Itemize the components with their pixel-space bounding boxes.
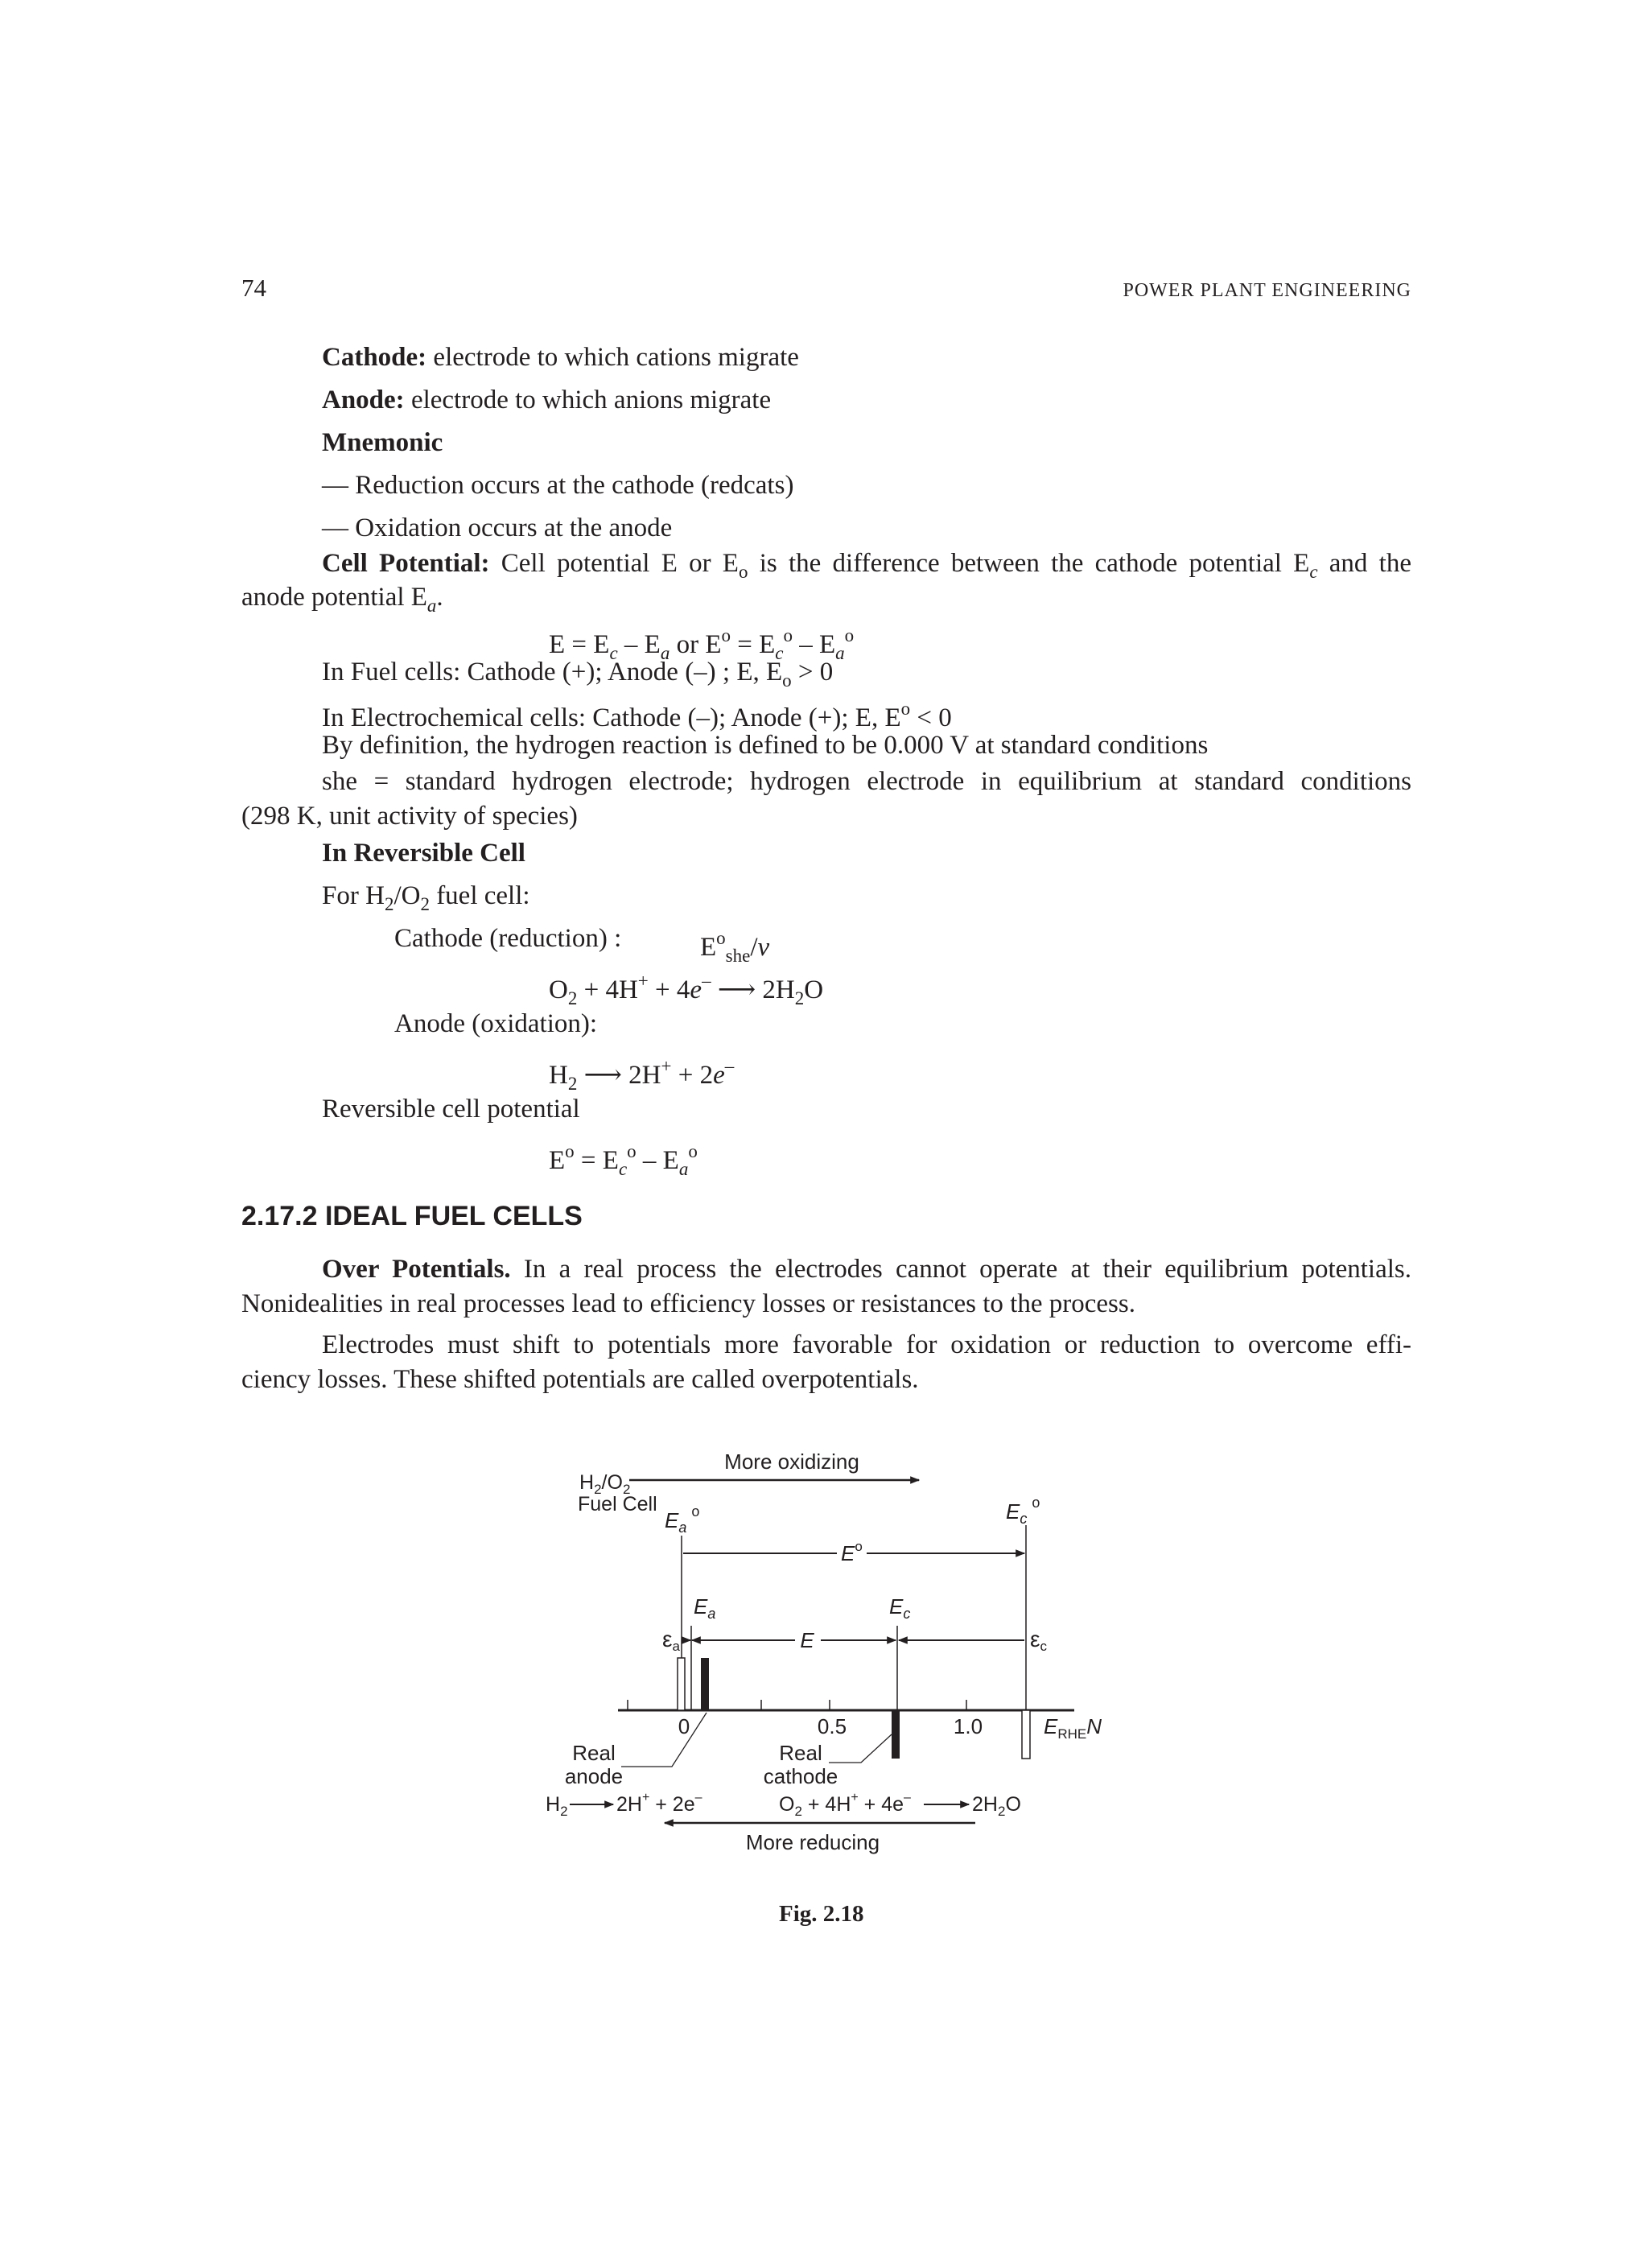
cathode-real-bar [892, 1710, 900, 1759]
anode-reaction: $H_2$ ⟶ 2H+ + 2e– [549, 1056, 735, 1094]
she-line2: (298 K, unit activity of species) [241, 802, 578, 831]
cathode-overpotential-bar [1022, 1710, 1030, 1759]
page-number: 74 [241, 274, 266, 302]
tick-label-0: 0 [678, 1714, 690, 1738]
ea0-label: $E_a^o$ [665, 1503, 700, 1536]
hydrogen-definition: By definition, the hydrogen reaction is defined to be 0.000 V at standard conditions [322, 731, 1209, 760]
electrodes-line1: Electrodes must shift to potentials more favorable for oxidation or reduction to overcome effi- [322, 1330, 1411, 1359]
cathode-potential: $E^o_{she}/v$ [700, 928, 770, 966]
anode-text: electrode to which anions migrate [404, 386, 772, 414]
cell-potential-line2: anode potential $E_a$. [241, 583, 443, 616]
figure-anode-reaction-products: 2H+ + 2e– [616, 1791, 702, 1816]
e-label: E [800, 1628, 814, 1652]
over-potentials-label: Over Potentials. [322, 1255, 511, 1284]
real-anode-label-line2: anode [564, 1764, 624, 1788]
e0-label: $E^o$ [841, 1539, 863, 1565]
mnemonic-reduction: — Reduction occurs at the cathode (redcats) [322, 471, 794, 500]
tick-label-1-0: 1.0 [953, 1714, 983, 1738]
real-cathode-leader [829, 1734, 892, 1763]
over-potentials-line2: Nonidealities in real processes lead to efficiency losses or resistances to the process. [241, 1289, 1135, 1318]
fuel-cell-intro: For $H_2/O_2$ fuel cell: [322, 881, 530, 914]
cathode-reaction: $O_2 + 4H^+ + 4e^-$ ⟶ $2H_2O$ [549, 971, 824, 1008]
figure-cathode-reaction-product: $2H_2O$ [972, 1793, 1021, 1819]
more-reducing-label: More reducing [745, 1830, 880, 1854]
cell-potential-equation: $E = E_c - E_a$ or $E^o = E_c^o - E_a^o$ [549, 625, 855, 663]
over-potentials-line1: Over Potentials. In a real process the electrodes cannot operate at their equilibrium potentials. [322, 1255, 1411, 1284]
real-anode-leader [621, 1713, 707, 1767]
tick-label-0-5: 0.5 [817, 1714, 847, 1738]
cathode-reduction-label: Cathode (reduction) : [394, 924, 622, 953]
anode-real-bar [701, 1658, 709, 1710]
ec-label: $E_c$ [889, 1594, 911, 1622]
mnemonic-heading: Mnemonic [322, 428, 443, 457]
cathode-text: electrode to which cations migrate [426, 343, 799, 372]
real-anode-label: Real [572, 1741, 616, 1765]
more-oxidizing-label: More oxidizing [724, 1449, 859, 1474]
she-line1: she = standard hydrogen electrode; hydrogen electrode in equilibrium at standard conditions [322, 767, 1411, 796]
figure-anode-reaction-h2: $H_2$ [546, 1793, 568, 1819]
real-cathode-label-line2: cathode [763, 1764, 838, 1788]
real-cathode-label: Real [779, 1741, 822, 1765]
electrodes-line2: ciency losses. These shifted potentials are called overpotentials. [241, 1365, 919, 1394]
figure-cathode-reaction-reactants: $O_2 + 4H^+ + 4e^-$ [779, 1791, 911, 1819]
reversible-potential-label: Reversible cell potential [322, 1095, 580, 1124]
eps-c-label: εc [1030, 1627, 1047, 1654]
ea-label: $E_a$ [694, 1594, 716, 1622]
reversible-heading: In Reversible Cell [322, 839, 525, 868]
cell-potential-line1: Cell Potential: Cell potential E or $E_o$ is the difference between the cathode potential $E_c$ and the [322, 549, 1411, 582]
anode-label: Anode: [322, 386, 405, 414]
reversible-potential-equation: $E^o = E_c^o - E_a^o$ [549, 1141, 698, 1179]
mnemonic-oxidation: — Oxidation occurs at the anode [322, 513, 673, 542]
anode-overpotential-bar [678, 1658, 685, 1710]
ec0-label: $E_c^o$ [1006, 1495, 1040, 1527]
electrochemical-sign-line: In Electrochemical cells: Cathode (–); Anode (+); E, $E^o < 0$ [322, 699, 952, 732]
fuel-cell-label: $H_2/O_2$ [579, 1471, 631, 1497]
fuel-cells-sign-line: In Fuel cells: Cathode (+); Anode (–) ; E, $E_o > 0$ [322, 658, 834, 691]
figure-caption: Fig. 2.18 [779, 1901, 864, 1927]
running-title: POWER PLANT ENGINEERING [1123, 280, 1411, 301]
cell-potential-label: Cell Potential: [322, 549, 490, 578]
fuel-cell-label-line2: Fuel Cell [578, 1493, 657, 1515]
anode-oxidation-label: Anode (oxidation): [394, 1009, 598, 1038]
axis-label: $E_{RHE}N$ [1044, 1714, 1102, 1742]
cathode-label: Cathode: [322, 343, 427, 372]
eps-a-label: εa [662, 1627, 680, 1654]
section-heading: 2.17.2 IDEAL FUEL CELLS [241, 1201, 583, 1231]
